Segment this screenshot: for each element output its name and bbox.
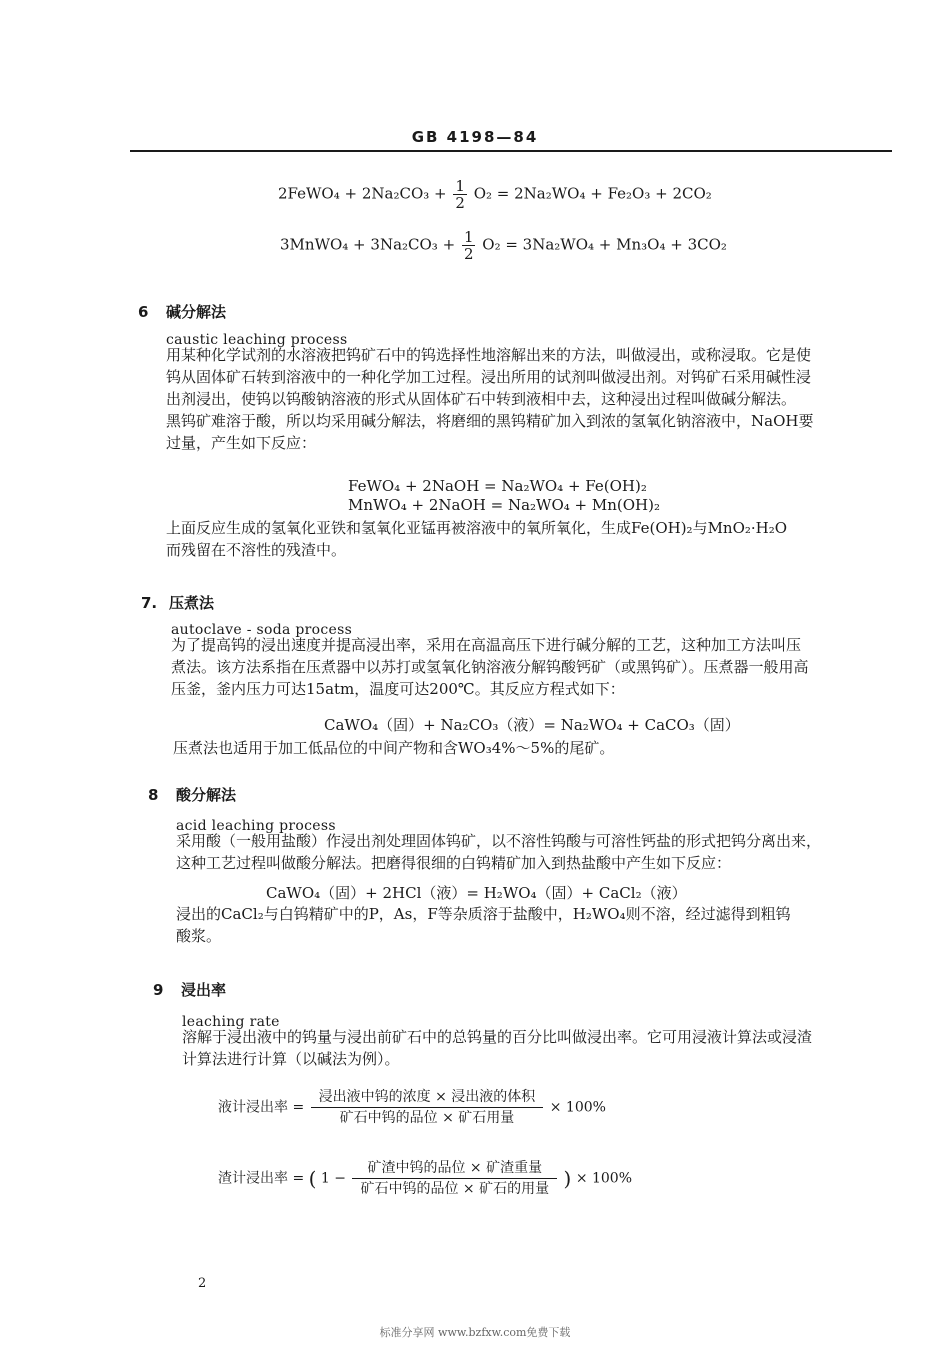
- section-7-english-term: autoclave - soda process: [171, 622, 353, 638]
- page-number: 2: [198, 1276, 207, 1291]
- section-7-heading: 7. 压煮法: [141, 594, 215, 612]
- section-6-conclusion: 上面反应生成的氢氧化亚铁和氢氧化亚锰再被溶液中的氧所氧化，生成Fe(OH)₂与MnO₂·H₂O 而残留在不溶性的残渣中。: [166, 519, 788, 559]
- section-8-heading: 8 酸分解法: [148, 786, 237, 804]
- section-6-body: 用某种化学试剂的水溶液把钨矿石中的钨选择性地溶解出来的方法，叫做浸出，或称浸取。它是使 钨从固体矿石转到溶液中的一种化学加工过程。浸出所用的试剂叫做浸出剂。对钨矿石采用碱性浸 出剂浸出，使钨以钨酸钠溶液的形式从固体矿石中转到液相中去，这种浸出过程叫做碱分解法。 黑钨矿难溶于酸，所以均采用碱分解法，将磨细的黑钨精矿加入到浓的氢氧化钠溶液中，NaOH要 过量，产生如下反应：: [166, 346, 814, 452]
- footer-watermark: 标准分享网 www.bzfxw.com免费下载: [379, 1326, 571, 1339]
- section-8-reaction: CaWO₄（固）+ 2HCl（液）= H₂WO₄（固）+ CaCl₂（液）: [266, 884, 687, 902]
- section-7-body: 为了提高钨的浸出速度并提高浸出率，采用在高温高压下进行碱分解的工艺，这种加工方法叫压 煮法。该方法系指在压煮器中以苏打或氢氧化钠溶液分解钨酸钙矿（或黑钨矿）。压煮器一般用高 压釜，釜内压力可达15atm，温度可达200℃。其反应方程式如下：: [171, 636, 809, 698]
- header-rule: [130, 150, 892, 152]
- section-9-heading: 9 浸出率: [153, 981, 227, 999]
- section-6-english-term: caustic leaching process: [166, 332, 348, 348]
- section-8-english-term: acid leaching process: [176, 818, 336, 834]
- section-9-english-term: leaching rate: [182, 1014, 280, 1030]
- section-8-conclusion: 浸出的CaCl₂与白钨精矿中的P，As，F等杂质溶于盐酸中，H₂WO₄则不溶，经过滤得到粗钨 酸浆。: [176, 905, 791, 945]
- section-6-reaction-2: MnWO₄ + 2NaOH = Na₂WO₄ + Mn(OH)₂: [348, 496, 660, 514]
- section-6-heading: 6 碱分解法: [138, 303, 227, 321]
- residue-leaching-rate-formula: 渣计浸出率 = ( 1 − $\frac{\text{矿渣中钨的品位 × 矿渣重量}}{\text{矿石中钨的品位 × 矿石的用量}}$ ) × 100%: [218, 1160, 633, 1197]
- section-7-reaction: CaWO₄（固）+ Na₂CO₃（液）= Na₂WO₄ + CaCO₃（固）: [324, 716, 740, 734]
- section-7-conclusion: 压煮法也适用于加工低品位的中间产物和含WO₃4%～5%的尾矿。: [173, 739, 615, 757]
- liquid-leaching-rate-formula: 液计浸出率 = $\frac{\text{浸出液中钨的浓度 × 浸出液的体积}}{\text{矿石中钨的品位 × 矿石用量}}$ × 100%: [218, 1089, 606, 1126]
- standard-number: GB 4198—84: [411, 128, 539, 146]
- equation-top-2: 3MnWO₄ + 3Na₂CO₃ + $\frac{1}{2}$ O₂ = 3Na₂WO₄ + Mn₃O₄ + 3CO₂: [280, 228, 727, 263]
- section-6-reaction-1: FeWO₄ + 2NaOH = Na₂WO₄ + Fe(OH)₂: [348, 477, 647, 495]
- section-9-body: 溶解于浸出液中的钨量与浸出前矿石中的总钨量的百分比叫做浸出率。它可用浸液计算法或浸渣 计算法进行计算（以碱法为例）。: [182, 1028, 813, 1068]
- equation-top-1: 2FeWO₄ + 2Na₂CO₃ + $\frac{1}{2}$ O₂ = 2Na₂WO₄ + Fe₂O₃ + 2CO₂: [278, 177, 712, 212]
- section-8-body: 采用酸（一般用盐酸）作浸出剂处理固体钨矿，以不溶性钨酸与可溶性钙盐的形式把钨分离出来， 这种工艺过程叫做酸分解法。把磨得很细的白钨精矿加入到热盐酸中产生如下反应：: [176, 832, 822, 872]
